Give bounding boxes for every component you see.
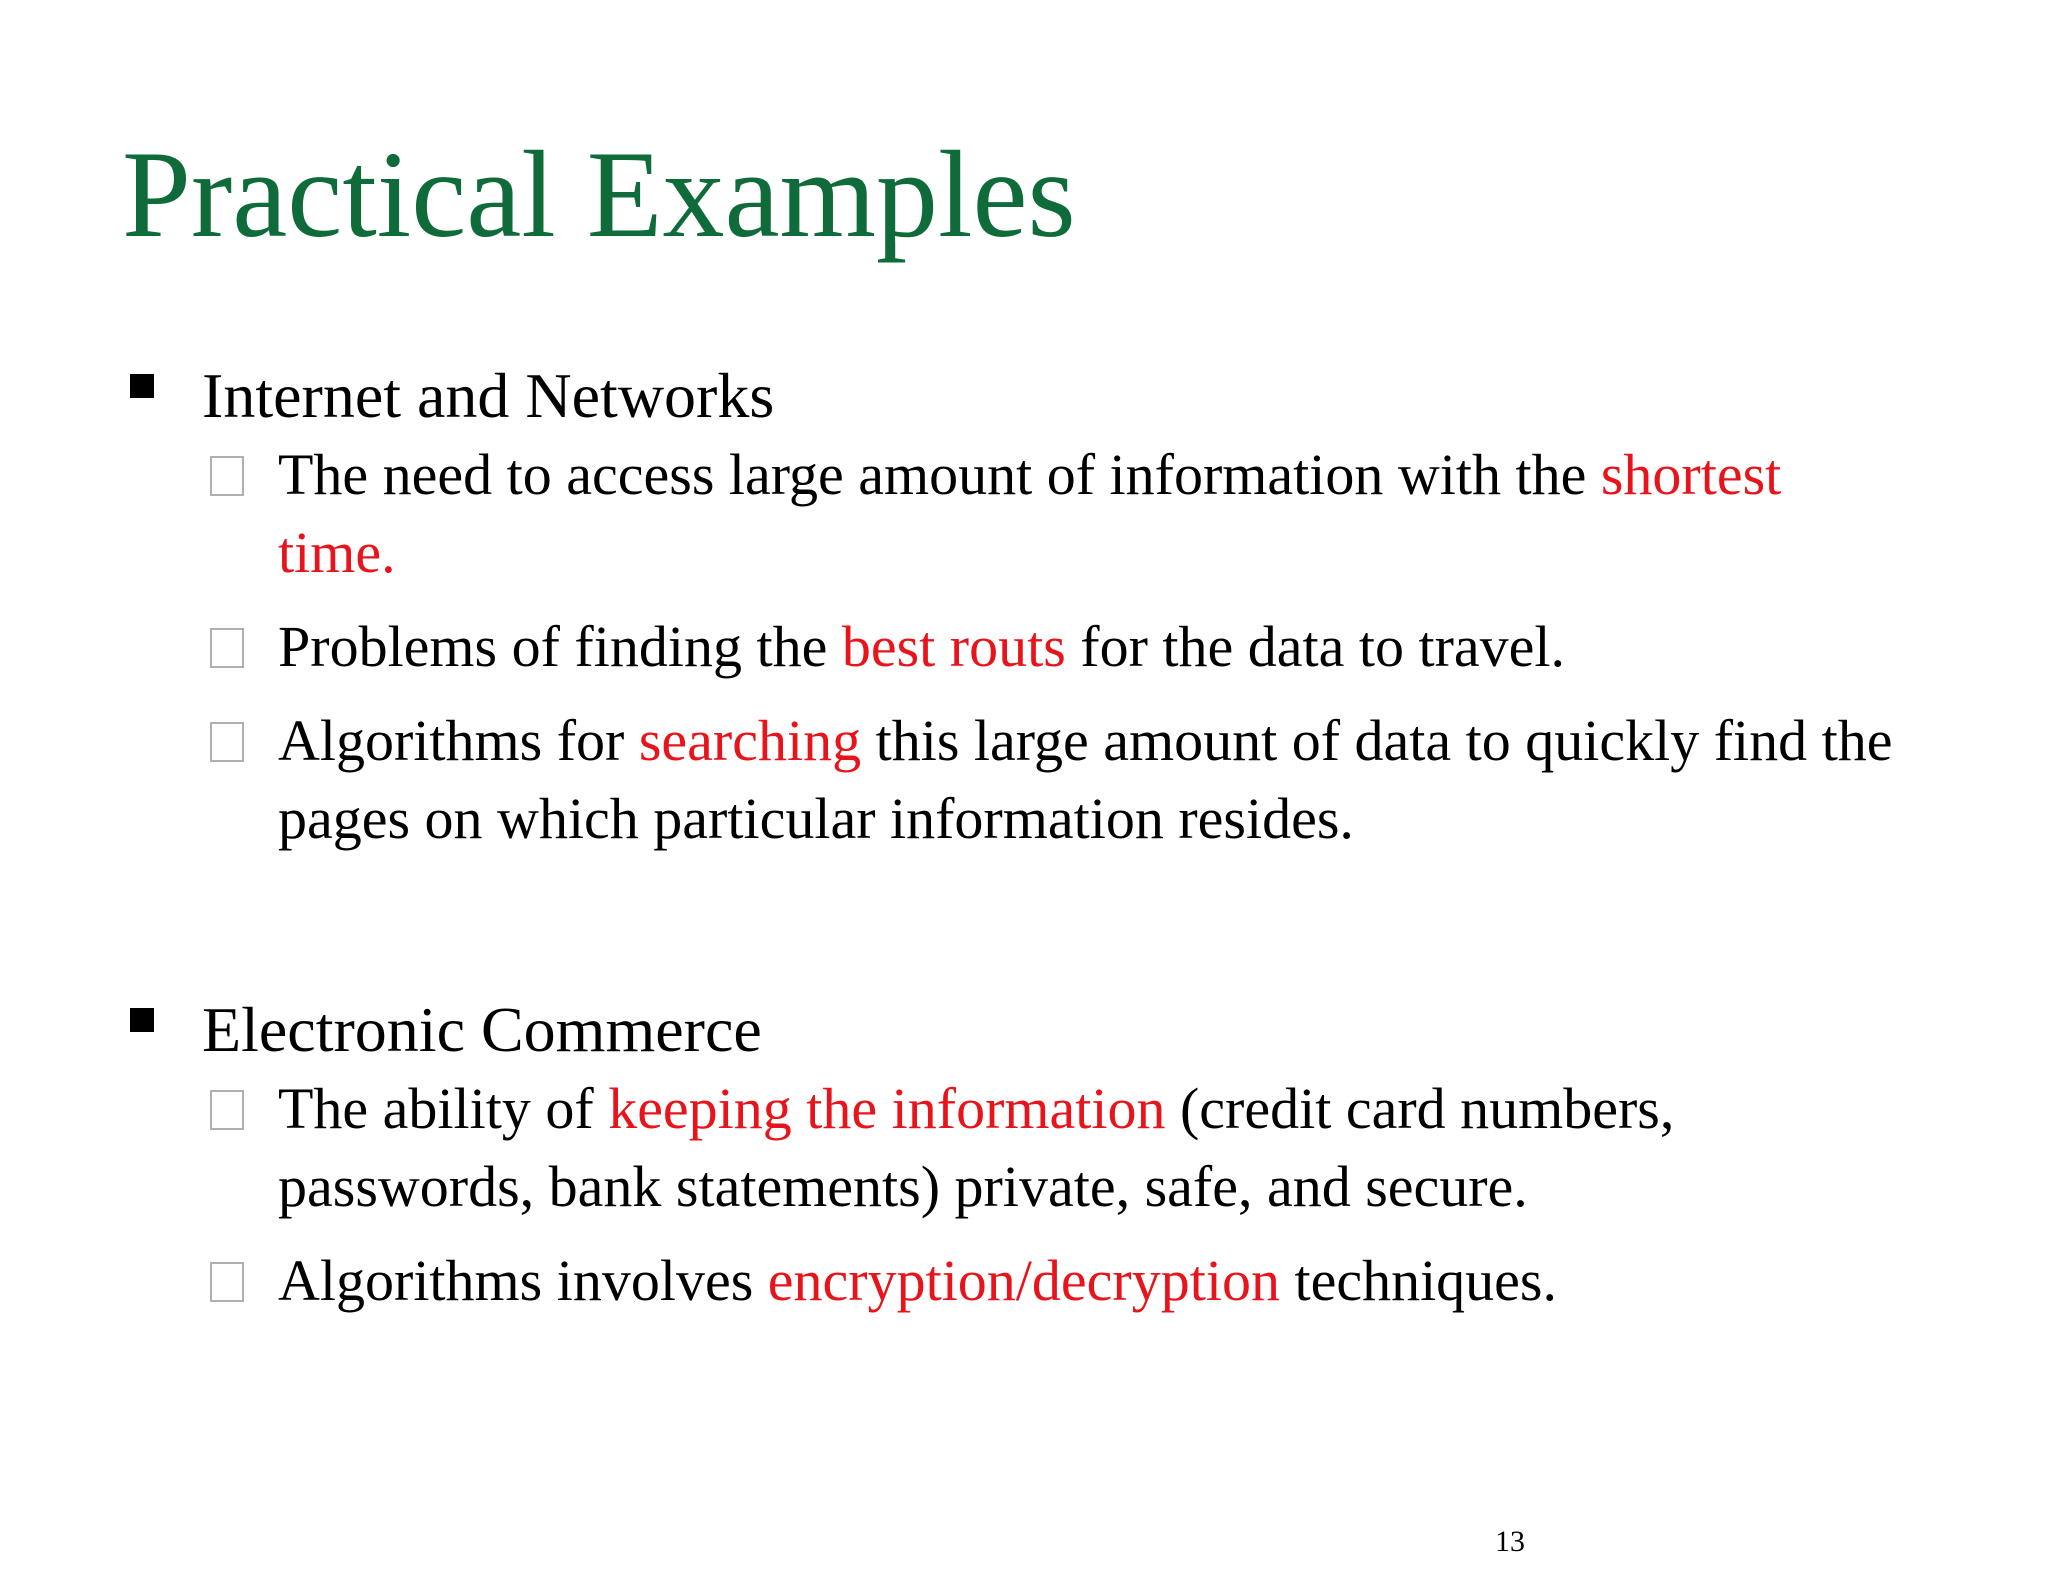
page-number: 13: [1495, 1525, 1525, 1558]
square-bullet-icon: [130, 1008, 154, 1032]
section-internet-networks: [0, 356, 2048, 874]
square-bullet-icon: [130, 374, 154, 398]
highlighted-text-segment: encryption/decryption: [767, 1248, 1280, 1313]
slide-title: Practical Examples: [122, 126, 1076, 263]
empty-box-bullet-icon: [210, 722, 244, 762]
highlighted-text-segment: keeping the information: [608, 1076, 1166, 1141]
sub-bullet-list: [0, 436, 2048, 858]
text-segment: The ability of: [278, 1076, 609, 1141]
text-segment: (credit card numbers, passwords, bank statements) private, safe, and secure.: [278, 1076, 1675, 1219]
empty-box-bullet-icon: [210, 628, 244, 668]
empty-box-bullet-icon: [210, 456, 244, 496]
text-segment: Algorithms involves: [278, 1248, 768, 1313]
sub-bullet-text: [278, 708, 1893, 851]
sub-bullet-text: [278, 442, 1781, 585]
empty-box-bullet-icon: [210, 1090, 244, 1130]
highlighted-text-segment: searching: [638, 708, 862, 773]
text-segment: this large amount of data to quickly find the pages on which particular information resides.: [278, 708, 1893, 851]
sub-bullet-item: [210, 608, 1898, 686]
empty-box-bullet-icon: [210, 1262, 244, 1302]
sub-bullet-list: [0, 1070, 2048, 1320]
main-bullet-item: [0, 356, 2048, 436]
sub-bullet-item: [210, 1070, 1898, 1226]
section-heading: Electronic Commerce: [202, 994, 762, 1065]
text-segment: for the data to travel.: [1065, 614, 1566, 679]
sub-bullet-text: [278, 1076, 1674, 1219]
text-segment: Problems of finding the: [278, 614, 842, 679]
text-segment: Algorithms for: [278, 708, 639, 773]
sub-bullet-text: [278, 614, 1565, 679]
main-bullet-item: [0, 990, 2048, 1070]
text-segment: The need to access large amount of information with the: [278, 442, 1601, 507]
highlighted-text-segment: best routs: [841, 614, 1066, 679]
sub-bullet-item: [210, 702, 1898, 858]
text-segment: techniques.: [1279, 1248, 1557, 1313]
section-electronic-commerce: [0, 990, 2048, 1336]
sub-bullet-text: [278, 1248, 1557, 1313]
sub-bullet-item: [210, 1242, 1898, 1320]
sub-bullet-item: [210, 436, 1898, 592]
section-heading: Internet and Networks: [202, 360, 775, 431]
highlighted-text-segment: shortest time.: [278, 442, 1782, 585]
